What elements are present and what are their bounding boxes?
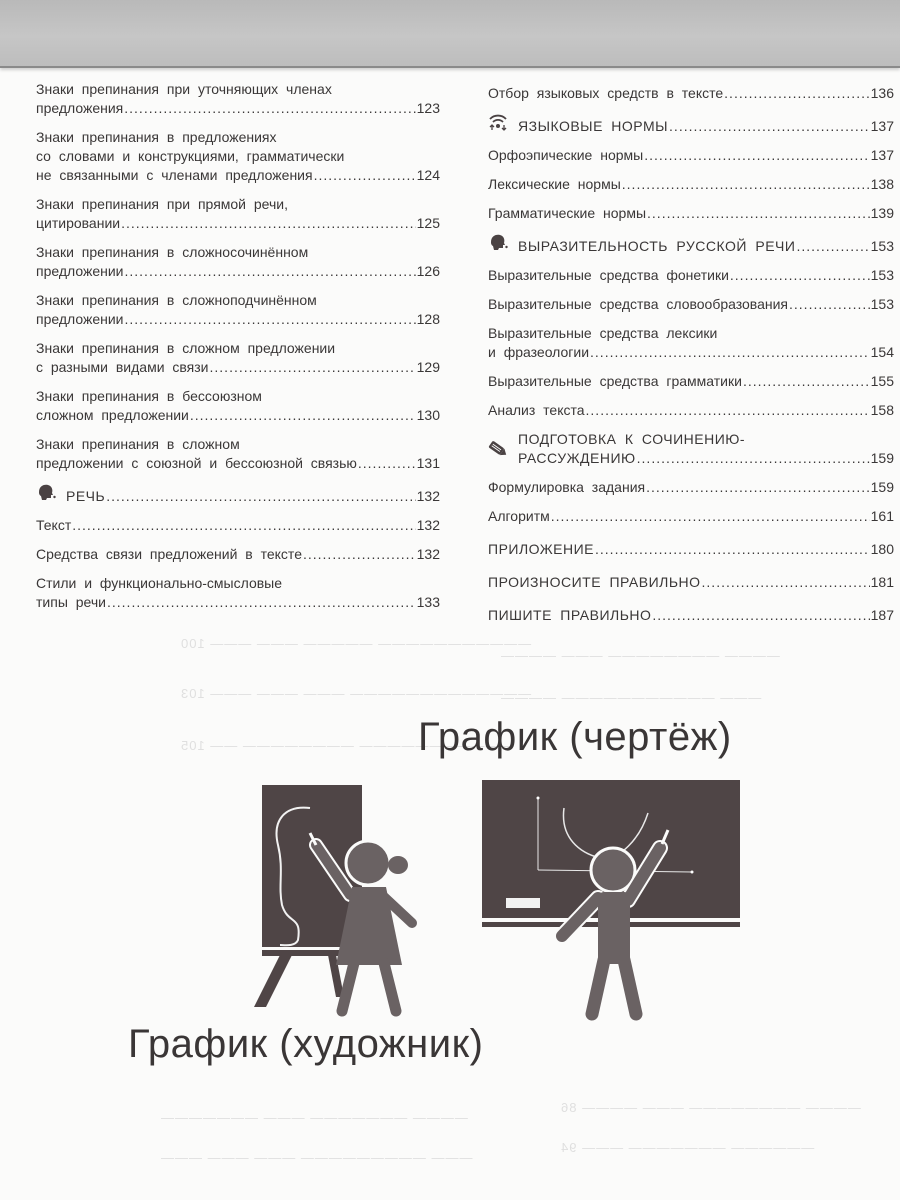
bleed-through-text: —————— ——————— ——— 94 bbox=[560, 1140, 815, 1155]
toc-entry-title: Выразительные средства грамматики bbox=[488, 373, 742, 389]
toc-entry-title: РЕЧЬ bbox=[66, 488, 106, 504]
bleed-through-text: ——————————— ———————— —— 105 bbox=[180, 738, 513, 753]
toc-page-number: 159 bbox=[870, 479, 894, 495]
leader-dots bbox=[595, 540, 870, 559]
toc-entry-title: с разными видами связи bbox=[36, 359, 209, 375]
toc-page-number: 181 bbox=[870, 574, 894, 590]
pencil-icon bbox=[488, 440, 508, 458]
toc-entry-title: ПРОИЗНОСИТЕ ПРАВИЛЬНО bbox=[488, 574, 701, 590]
toc-page-number: 129 bbox=[416, 359, 440, 375]
toc-page-number: 138 bbox=[870, 176, 894, 192]
toc-page-number: 133 bbox=[416, 594, 440, 610]
leader-dots bbox=[72, 516, 415, 535]
toc-page-number: 131 bbox=[416, 455, 440, 471]
toc-entry-text-line: ПОДГОТОВКА К СОЧИНЕНИЮ- bbox=[518, 431, 746, 447]
toc-entry[interactable] bbox=[488, 478, 894, 497]
leader-dots bbox=[586, 401, 870, 420]
toc-entry[interactable] bbox=[488, 372, 894, 391]
toc-entry[interactable] bbox=[36, 128, 440, 185]
head-icon bbox=[36, 483, 56, 501]
toc-entry-text-line: Знаки препинания при уточняющих членах bbox=[36, 81, 332, 97]
leader-dots bbox=[106, 487, 415, 506]
toc-page-number: 132 bbox=[416, 546, 440, 562]
toc-page-number: 130 bbox=[416, 407, 440, 423]
toc-entry-title: сложном предложении bbox=[36, 407, 189, 423]
scan-top-shadow bbox=[0, 0, 900, 68]
toc-entry[interactable] bbox=[488, 507, 894, 526]
leader-dots bbox=[314, 166, 416, 185]
toc-entry[interactable] bbox=[36, 435, 440, 473]
toc-entry-title: Выразительные средства словообразования bbox=[488, 296, 789, 312]
teacher-at-chalkboard-illustration bbox=[480, 778, 740, 1028]
leader-dots bbox=[796, 237, 869, 256]
toc-section-entry[interactable] bbox=[488, 233, 894, 256]
bleed-through-text: ————————————— ——— ——— ——— 103 bbox=[180, 686, 532, 701]
toc-section-entry[interactable] bbox=[488, 606, 894, 625]
toc-entry-title: Отбор языковых средств в тексте bbox=[488, 85, 724, 101]
leader-dots bbox=[644, 146, 869, 165]
leader-dots bbox=[121, 214, 416, 233]
toc-entry-title: Грамматические нормы bbox=[488, 205, 647, 221]
toc-page-number: 139 bbox=[870, 205, 894, 221]
toc-entry-title: не связанными с членами предложения bbox=[36, 167, 313, 183]
toc-entry-title: предложения bbox=[36, 100, 124, 116]
toc-entry-title: РАССУЖДЕНИЮ bbox=[518, 450, 636, 466]
toc-entry[interactable] bbox=[488, 175, 894, 194]
toc-entry[interactable] bbox=[488, 324, 894, 362]
toc-page-number: 137 bbox=[870, 118, 894, 134]
toc-entry[interactable] bbox=[36, 243, 440, 281]
toc-entry[interactable] bbox=[36, 195, 440, 233]
leader-dots bbox=[622, 175, 870, 194]
toc-entry-title: Формулировка задания bbox=[488, 479, 646, 495]
toc-entry[interactable] bbox=[488, 401, 894, 420]
toc-entry-title: ВЫРАЗИТЕЛЬНОСТЬ РУССКОЙ РЕЧИ bbox=[518, 238, 796, 254]
toc-page-number: 153 bbox=[870, 267, 894, 283]
bleed-through-text: ———— ———————— ——— ———— 86 bbox=[560, 1100, 861, 1115]
leader-dots bbox=[124, 99, 415, 118]
toc-entry-title: Анализ текста bbox=[488, 402, 585, 418]
leader-dots bbox=[590, 343, 870, 362]
toc-entry[interactable] bbox=[36, 387, 440, 425]
leader-dots bbox=[190, 406, 416, 425]
toc-page-number: 180 bbox=[870, 541, 894, 557]
toc-entry-text-line: Знаки препинания в сложном предложении bbox=[36, 340, 336, 356]
toc-page-number: 153 bbox=[870, 238, 894, 254]
toc-page-number: 123 bbox=[416, 100, 440, 116]
toc-entry-title: ПИШИТЕ ПРАВИЛЬНО bbox=[488, 607, 652, 623]
leader-dots bbox=[789, 295, 870, 314]
toc-entry-title: предложении с союзной и бессоюзной связью bbox=[36, 455, 357, 471]
toc-entry-title: Лексические нормы bbox=[488, 176, 621, 192]
toc-entry-title: и фразеологии bbox=[488, 344, 590, 360]
toc-entry[interactable] bbox=[36, 574, 440, 612]
toc-entry[interactable] bbox=[488, 84, 894, 103]
toc-page-number: 125 bbox=[416, 215, 440, 231]
toc-entry-title: Текст bbox=[36, 517, 72, 533]
leader-dots bbox=[125, 310, 416, 329]
toc-entry-text-line: Знаки препинания в сложноподчинённом bbox=[36, 292, 317, 308]
toc-entry-text-line: Выразительные средства лексики bbox=[488, 325, 718, 341]
leader-dots bbox=[358, 454, 416, 473]
toc-entry[interactable] bbox=[36, 80, 440, 118]
toc-entry-title: Орфоэпические нормы bbox=[488, 147, 644, 163]
bleed-through-text: ——— ——————————— ———— bbox=[500, 690, 762, 705]
bleed-through-text: ——————————— ————— ——— ——— 100 bbox=[180, 636, 532, 651]
toc-entry-text-line: Знаки препинания в предложениях bbox=[36, 129, 277, 145]
toc-page-number: 187 bbox=[870, 607, 894, 623]
toc-page-number: 132 bbox=[416, 488, 440, 504]
toc-entry[interactable] bbox=[36, 339, 440, 377]
leader-dots bbox=[303, 545, 416, 564]
toc-page-number: 154 bbox=[870, 344, 894, 360]
toc-section-entry[interactable] bbox=[488, 573, 894, 592]
toc-entry[interactable] bbox=[488, 204, 894, 223]
leader-dots bbox=[743, 372, 870, 391]
toc-page-number: 124 bbox=[416, 167, 440, 183]
toc-entry-text-line: Знаки препинания при прямой речи, bbox=[36, 196, 289, 212]
leader-dots bbox=[730, 266, 870, 285]
toc-entry[interactable] bbox=[488, 295, 894, 314]
leader-dots bbox=[551, 507, 870, 526]
toc-entry[interactable] bbox=[36, 291, 440, 329]
toc-entry[interactable] bbox=[488, 146, 894, 165]
toc-entry[interactable] bbox=[36, 545, 440, 564]
toc-entry-text-line: Знаки препинания в сложном bbox=[36, 436, 240, 452]
leader-dots bbox=[637, 449, 870, 468]
toc-page-number: 161 bbox=[870, 508, 894, 524]
toc-entry-title: Выразительные средства фонетики bbox=[488, 267, 729, 283]
bleed-through-text: ——— ————————— ——— ——— ——— bbox=[160, 1150, 473, 1165]
toc-entry-title: цитировании bbox=[36, 215, 121, 231]
leader-dots bbox=[107, 593, 416, 612]
toc-page-number: 128 bbox=[416, 311, 440, 327]
caption-drawing: График (чертёж) bbox=[418, 715, 732, 759]
toc-page-number: 159 bbox=[870, 450, 894, 466]
toc-entry-title: ЯЗЫКОВЫЕ НОРМЫ bbox=[518, 118, 669, 134]
easel-leg-icon bbox=[254, 955, 292, 1007]
toc-entry-text-line: Стили и функционально-смысловые bbox=[36, 575, 283, 591]
toc-entry-title: типы речи bbox=[36, 594, 106, 610]
signal-icon bbox=[488, 113, 508, 131]
leader-dots bbox=[647, 204, 870, 223]
toc-page-number: 132 bbox=[416, 517, 440, 533]
toc-entry-title: предложении bbox=[36, 263, 124, 279]
caption-artist: График (художник) bbox=[128, 1022, 484, 1066]
toc-page-number: 155 bbox=[870, 373, 894, 389]
bleed-through-text: ———— ———————— ——— ———— bbox=[500, 648, 780, 663]
toc-entry-title: Средства связи предложений в тексте bbox=[36, 546, 302, 562]
girl-at-easel-illustration bbox=[240, 775, 440, 1025]
toc-page-number: 158 bbox=[870, 402, 894, 418]
leader-dots bbox=[125, 262, 416, 281]
leader-dots bbox=[702, 573, 870, 592]
leader-dots bbox=[652, 606, 869, 625]
leader-dots bbox=[669, 117, 870, 136]
toc-section-entry[interactable] bbox=[488, 430, 894, 468]
toc-section-entry[interactable] bbox=[488, 540, 894, 559]
toc-entry[interactable] bbox=[36, 516, 440, 535]
head-icon bbox=[488, 233, 508, 251]
leader-dots bbox=[724, 84, 869, 103]
leader-dots bbox=[646, 478, 870, 497]
toc-section-entry[interactable] bbox=[488, 113, 894, 136]
toc-page-number: 136 bbox=[870, 85, 894, 101]
bleed-through-text: ———— ——————— ——— ——————— bbox=[160, 1110, 468, 1125]
toc-entry-text-line: Знаки препинания в бессоюзном bbox=[36, 388, 262, 404]
toc-entry-title: предложении bbox=[36, 311, 124, 327]
toc-entry-title: ПРИЛОЖЕНИЕ bbox=[488, 541, 595, 557]
toc-entry[interactable] bbox=[488, 266, 894, 285]
leader-dots bbox=[210, 358, 416, 377]
toc-right-column bbox=[488, 84, 894, 637]
toc-left-column bbox=[36, 80, 440, 622]
toc-entry-title: Алгоритм bbox=[488, 508, 550, 524]
toc-page-number: 126 bbox=[416, 263, 440, 279]
toc-section-entry[interactable] bbox=[36, 483, 440, 506]
toc-entry-text-line: со словами и конструкциями, грамматически bbox=[36, 148, 345, 164]
toc-entry-text-line: Знаки препинания в сложносочинённом bbox=[36, 244, 309, 260]
toc-page-number: 153 bbox=[870, 296, 894, 312]
toc-page-number: 137 bbox=[870, 147, 894, 163]
